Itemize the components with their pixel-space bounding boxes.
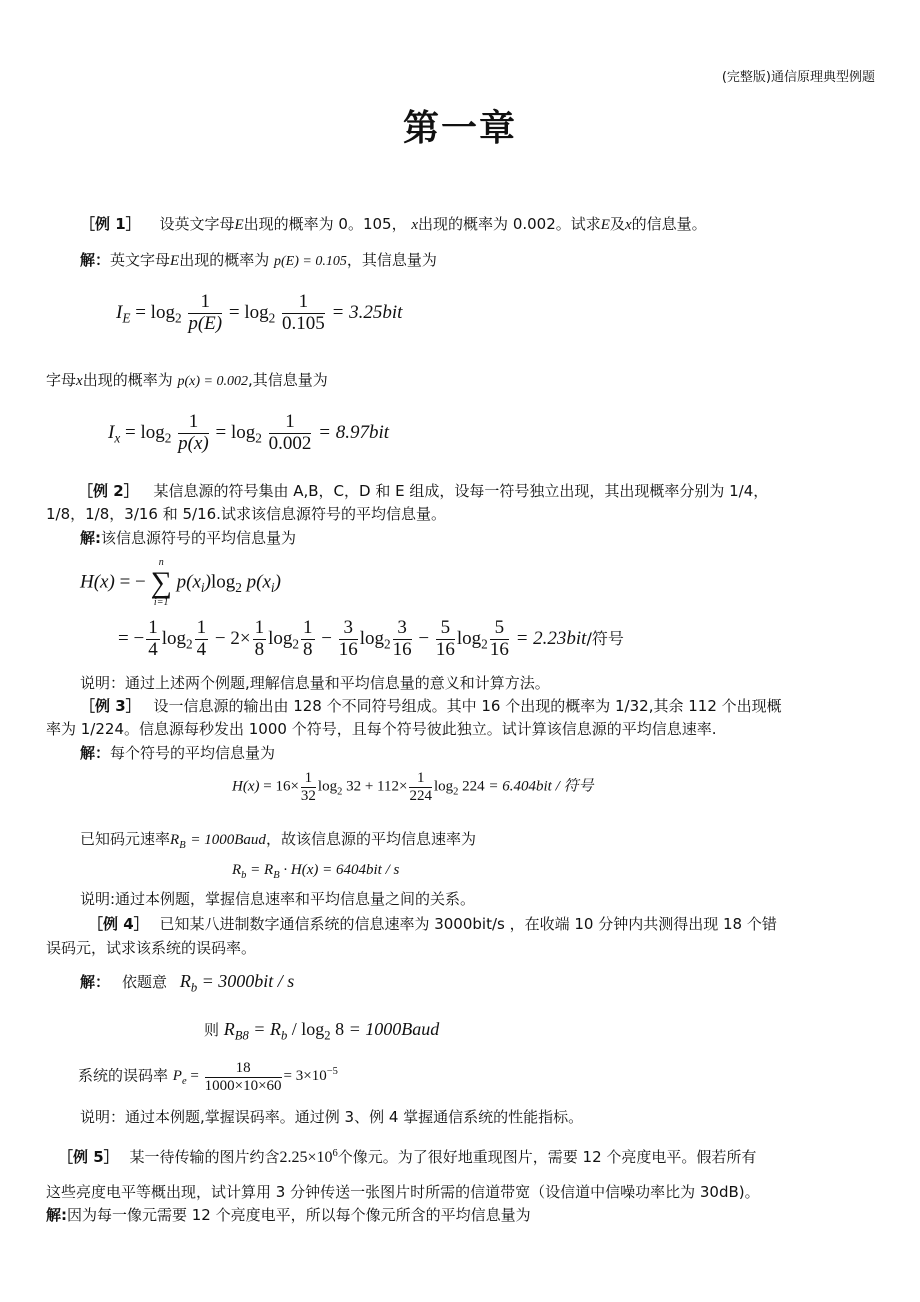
page-header: (完整版)通信原理典型例题 — [721, 70, 875, 85]
equation-Hx-calc: = − $\frac{1}{4}$ $\log_2$ $\frac{1}{4}$ − 2× $\frac{1}{8}$ $\log_2$ $\frac{1}{8}$ − $\frac{3}{16}$ $\log_2$ $\frac{3}{16}$ − $\frac{5}{16}$ $\log_2$ $\frac{5}{16}$ = 2.23bit/符号 — [118, 617, 624, 660]
example-3-question-line2: 率为 1/224。信息源每秒发出 1000 个符号，且每个符号彼此独立。试计算该信息源的平均信息速率. — [46, 720, 717, 738]
example-5-question-line2: 这些亮度电平等概出现，试计算用 3 分钟传送一张图片时所需的信道带宽（设信道中信噪功率比为 30dB)。 — [46, 1183, 760, 1201]
example-1-tag: ［例 1］ — [80, 215, 141, 233]
example-3-note: 说明:通过本例题，掌握信息速率和平均信息量之间的关系。 — [80, 890, 476, 908]
example-5-question-line1: ［例 5］ 某一待传输的图片约含$2.25\times 10^6$个像元。为了很好地重现图片，需要 12 个亮度电平。假若所有 — [58, 1148, 757, 1166]
example-4-note: 说明：通过本例题,掌握误码率。通过例 3、例 4 掌握通信系统的性能指标。 — [80, 1108, 584, 1126]
chapter-title: 第一章 — [402, 107, 517, 149]
equation-Ix: $I_x = \log_2$ $\frac{1}{p(x)}$ = $\log_2$ $\frac{1}{0.002}$ = 8.97bit — [108, 411, 390, 454]
example-1-solution-intro: 解：英文字母E出现的概率为 p(E) = 0.105，其信息量为 — [80, 251, 437, 269]
example-3-rate-line: 已知码元速率$R_B$ = 1000Baud，故该信息源的平均信息速率为 — [80, 830, 476, 851]
example-4-question-line1: ［例 4］ 已知某八进制数字通信系统的信息速率为 3000bit/s ，在收端 10 分钟内共测得出现 18 个错 — [88, 915, 777, 933]
example-2-note: 说明：通过上述两个例题,理解信息量和平均信息量的意义和计算方法。 — [80, 674, 550, 692]
equation-Hx-def: H(x) = − n ∑ i=1 $p(x_i)\log_2$ $p(x_i)$ — [80, 557, 281, 608]
equation-Hx-rate: H(x) = 16× $\frac{1}{32}$ $\log_2 32 + 112\times$ $\frac{1}{224}$ $\log_2 224 = 6.404bit$ / 符号 — [232, 770, 594, 804]
example-2-question-line1: ［例 2］ 某信息源的符号集由 A,B，C，D 和 E 组成，设每一符号独立出现，其出现概率分别为 1/4， — [78, 482, 769, 500]
example-1-x-line: 字母x出现的概率为 p(x) = 0.002,其信息量为 — [46, 371, 328, 389]
equation-Rb: $R_b = R_B \cdot H(x) = 6404bit / s$ — [232, 862, 400, 881]
example-1-question: ［例 1］ 设英文字母E出现的概率为 0。105， x出现的概率为 0.002。试求E及x的信息量。 — [80, 215, 707, 233]
example-4-solution: 解： 依题意 $R_b = 3000bit / s$ — [80, 971, 295, 995]
equation-IE: $I_E = \log_2$ $\frac{1}{p(E)}$ = $\log_2$ $\frac{1}{0.105}$ = 3.25bit — [116, 291, 403, 334]
example-3-solution-intro: 解：每个符号的平均信息量为 — [80, 744, 276, 762]
example-4-question-line2: 误码元，试求该系统的误码率。 — [46, 939, 257, 957]
example-4-error-rate: 系统的误码率 $P_e$ = $\frac{18}{1000\times 10\times 60}$ = $3\times 10^{-5}$ — [78, 1060, 338, 1094]
example-5-solution-intro: 解:因为每一像元需要 12 个亮度电平，所以每个像元所含的平均信息量为 — [46, 1206, 531, 1224]
example-2-question-line2: 1/8，1/8，3/16 和 5/16.试求该信息源符号的平均信息量。 — [46, 505, 446, 523]
example-2-solution-intro: 解:该信息源符号的平均信息量为 — [80, 529, 297, 547]
equation-Rb8: 则 $R_{B8} = R_b / \log_2 8$ = 1000Baud — [204, 1019, 440, 1043]
example-3-question-line1: ［例 3］ 设一信息源的输出由 128 个不同符号组成。其中 16 个出现的概率为 1/32,其余 112 个出现概 — [80, 697, 782, 715]
